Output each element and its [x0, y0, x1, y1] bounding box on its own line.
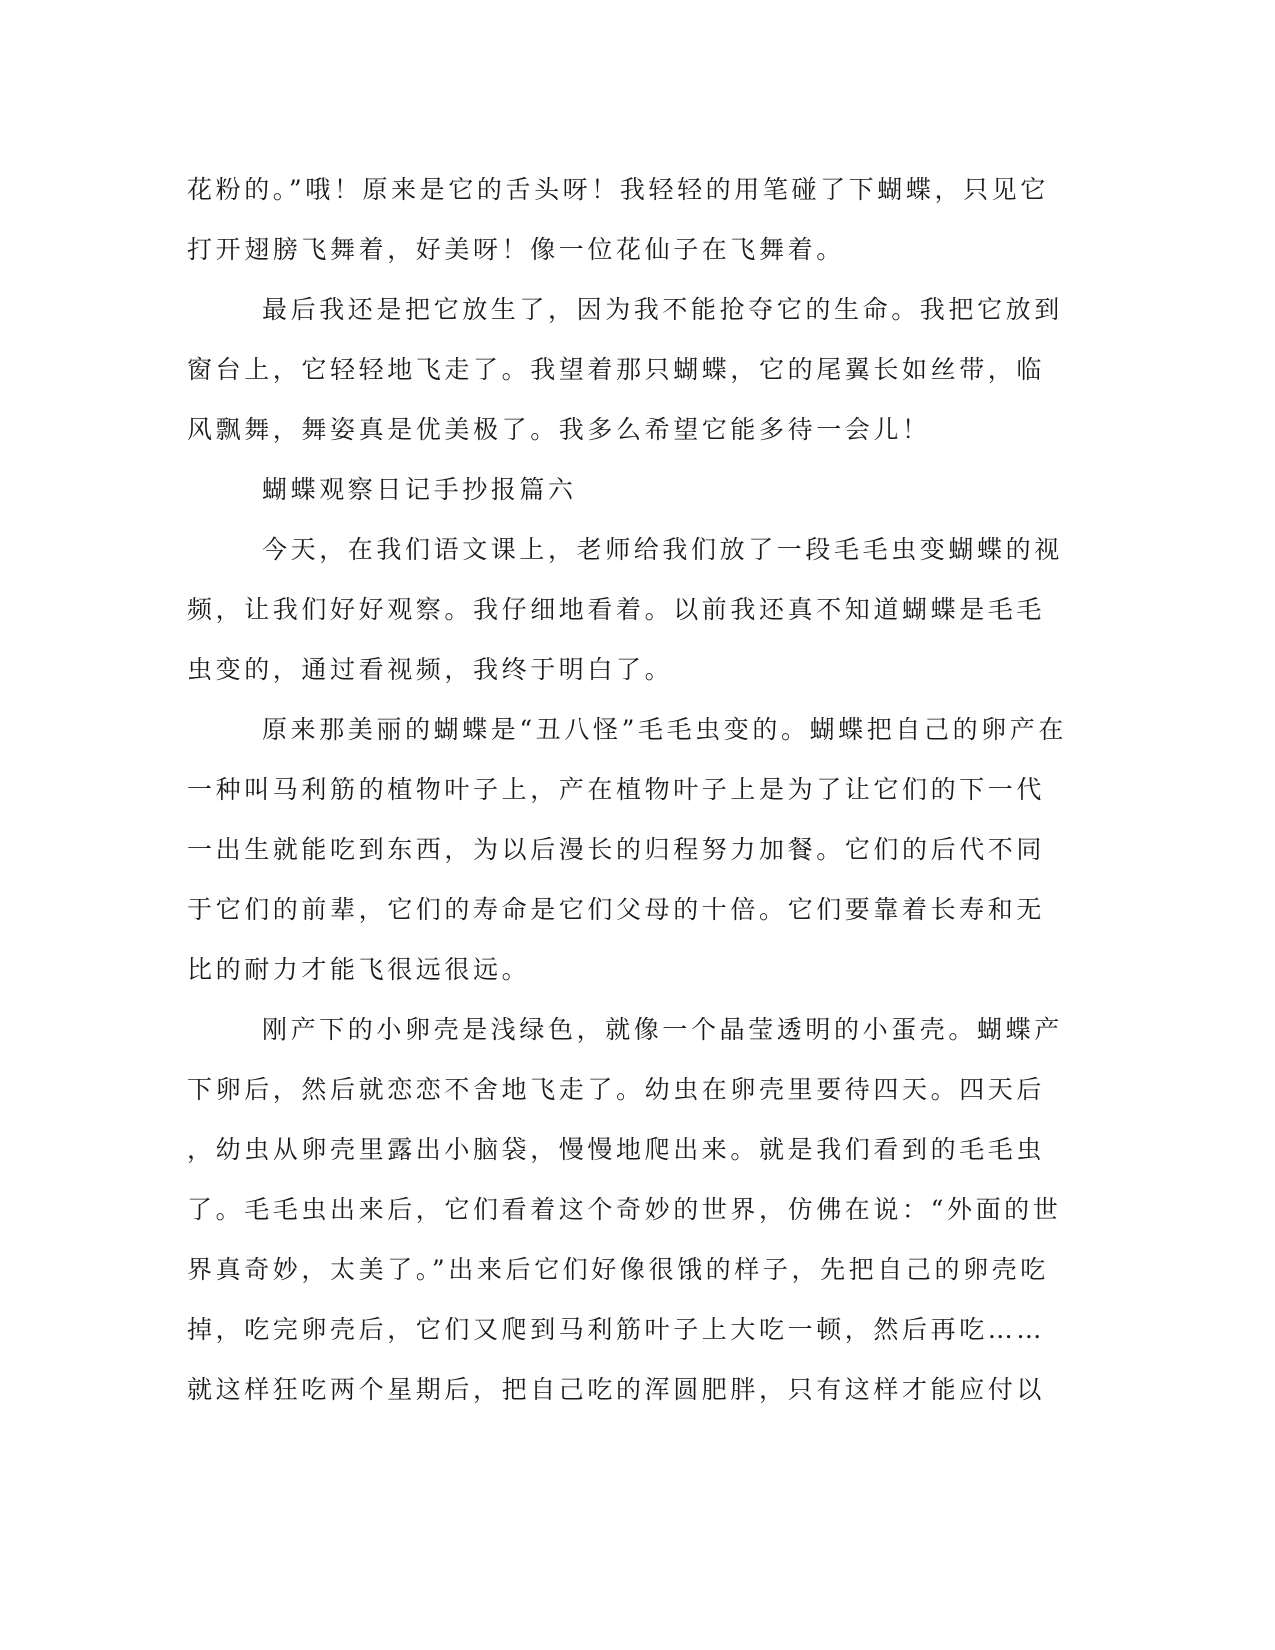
text-line: 风飘舞，舞姿真是优美极了。我多么希望它能多待一会儿！ [187, 415, 931, 444]
text-line: 一种叫马利筋的植物叶子上，产在植物叶子上是为了让它们的下一代 [187, 775, 1046, 804]
paragraph-start-line: 最后我还是把它放生了，因为我不能抢夺它的生命。我把它放到 [262, 295, 1063, 324]
text-line: 一出生就能吃到东西，为以后漫长的归程努力加餐。它们的后代不同 [187, 835, 1046, 864]
text-line: 打开翅膀飞舞着，好美呀！像一位花仙子在飞舞着。 [187, 235, 845, 264]
text-line: 频，让我们好好观察。我仔细地看着。以前我还真不知道蝴蝶是毛毛 [187, 595, 1046, 624]
text-line: 掉，吃完卵壳后，它们又爬到马利筋叶子上大吃一顿，然后再吃…… [187, 1315, 1046, 1344]
text-line: 虫变的，通过看视频，我终于明白了。 [187, 655, 674, 684]
section-heading: 蝴蝶观察日记手抄报篇六 [262, 475, 577, 504]
paragraph-start-line: 今天，在我们语文课上，老师给我们放了一段毛毛虫变蝴蝶的视 [262, 535, 1063, 564]
document-body [187, 160, 1067, 1420]
paragraph-start-line: 刚产下的小卵壳是浅绿色，就像一个晶莹透明的小蛋壳。蝴蝶产 [262, 1015, 1063, 1044]
text-line: 下卵后，然后就恋恋不舍地飞走了。幼虫在卵壳里要待四天。四天后 [187, 1075, 1046, 1104]
text-line: ，幼虫从卵壳里露出小脑袋，慢慢地爬出来。就是我们看到的毛毛虫 [187, 1135, 1046, 1164]
paragraph-start-line: 原来那美丽的蝴蝶是“丑八怪”毛毛虫变的。蝴蝶把自己的卵产在 [262, 715, 1067, 744]
text-line: 花粉的。”哦！原来是它的舌头呀！我轻轻的用笔碰了下蝴蝶，只见它 [187, 175, 1049, 204]
text-line: 就这样狂吃两个星期后，把自己吃的浑圆肥胖，只有这样才能应付以 [187, 1375, 1046, 1404]
text-line: 窗台上，它轻轻地飞走了。我望着那只蝴蝶，它的尾翼长如丝带，临 [187, 355, 1046, 384]
text-line: 于它们的前辈，它们的寿命是它们父母的十倍。它们要靠着长寿和无 [187, 895, 1046, 924]
text-line: 比的耐力才能飞很远很远。 [187, 955, 531, 984]
text-line: 了。毛毛虫出来后，它们看着这个奇妙的世界，仿佛在说：“外面的世 [187, 1195, 1062, 1224]
text-line: 界真奇妙，太美了。”出来后它们好像很饿的样子，先把自己的卵壳吃 [187, 1255, 1049, 1284]
